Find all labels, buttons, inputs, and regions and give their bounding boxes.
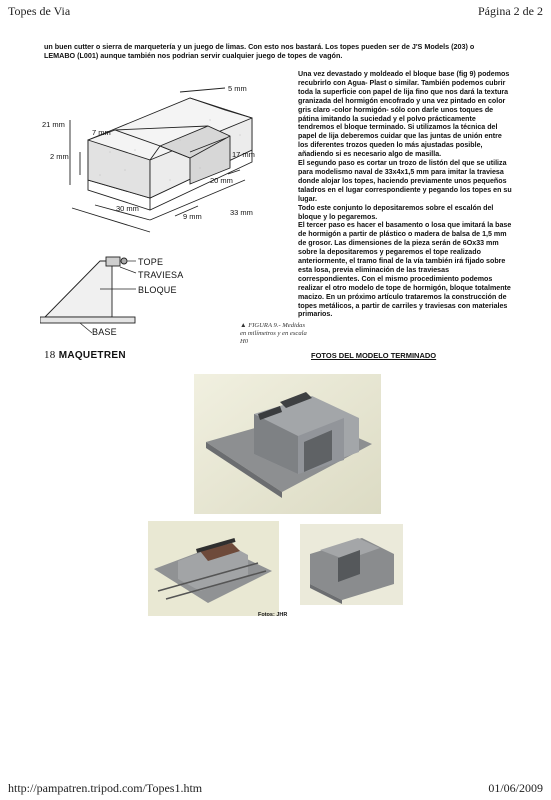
figure-caption: ▲ FIGURA 9.- Medidas en milímetros y en escala H0 bbox=[240, 322, 307, 345]
magazine-footer bbox=[44, 349, 126, 361]
photo-image bbox=[300, 524, 403, 605]
label-base: BASE bbox=[92, 327, 117, 337]
paragraph-3: Todo este conjunto lo depositaremos sobre el escalón del bloque y lo pegaremos. bbox=[298, 203, 494, 221]
dimension-30mm: 30 mm bbox=[116, 204, 139, 213]
photos-title: FOTOS DEL MODELO TERMINADO bbox=[311, 351, 437, 360]
label-traviesa: TRAVIESA bbox=[138, 270, 184, 280]
dimension-7mm: 7 mm bbox=[92, 128, 111, 137]
intro-paragraph: un buen cutter o sierra de marquetería y un juego de limas. Con esto nos bastará. Los topes pueden ser de J'S Models (203) o LEMABO (L001) aunque también nos podrian servir cualquier juego de topes de vagón. bbox=[44, 42, 475, 60]
profile-drawing bbox=[40, 255, 240, 345]
dimension-20mm: 20 mm bbox=[210, 176, 233, 185]
paragraph-2: El segundo paso es cortar un trozo de listón del que se utiliza para modelismo naval de 33x4x1,5 mm para imitar la traviesa donde alojar los topes, haciendo previamente unos pequeños taladros en el lugar correspondiente y pegando los topes en su lugar. bbox=[298, 159, 512, 203]
paragraph-4: El tercer paso es hacer el basamento o losa que imitará la base de hormigón a partir de plástico o madera de balsa de 1,5 mm de grosor. Las dimensiones de la pieza serán de 6Ox33 mm sobre la depositaremos y pegaremos el tope realizado anteriormente, el tramo final de la vía también irá fijado sobre esta losa, previa eliminación de las traviesas correspondientes. Con el mismo procedimiento podemos realizar el otro modelo de tope de hormigón, bloque totalmente macizo. En un próximo artículo trataremos la construcción de topes metálicos, a partir de carriles y traviesas con materiales primarios. bbox=[298, 221, 512, 319]
page-footer-url: http://pampatren.tripod.com/Topes1.htm bbox=[8, 781, 203, 795]
label-tope: TOPE bbox=[138, 257, 164, 267]
photo-finished-model-front bbox=[194, 374, 381, 514]
dimension-17mm: 17 mm bbox=[232, 150, 255, 159]
photo-image bbox=[148, 521, 279, 616]
dimension-5mm: 5 mm bbox=[228, 84, 247, 93]
photo-image bbox=[194, 374, 381, 514]
isometric-block-drawing bbox=[40, 80, 295, 270]
dimension-9mm: 9 mm bbox=[183, 212, 202, 221]
magazine-page-number: 18 bbox=[44, 349, 56, 361]
article-column bbox=[298, 70, 512, 319]
page-header-pagination: Página 2 de 2 bbox=[478, 4, 543, 18]
photo-credit: Fotos: JHR bbox=[258, 612, 288, 618]
paragraph-1: Una vez devastado y moldeado el bloque base (fig 9) podemos recubrirlo con Agua- Plast o similar. También podemos cubrir toda la superficie con papel de lija fino que nos dará la textura granizada del hormigón encofrado y una vez pintado en color gris claro -color hormigón- sólo con darle unos toques de pátina imitando la suciedad y el polvo prácticamente tendremos el bloque terminado. Si utilizamos la técnica del papel de lija deberemos cuidar que las juntas de unión entre los diferentes trozos queden lo más ajustadas posible, añadiendo si es necesario algo de masilla. bbox=[298, 70, 510, 159]
caption-arrow-icon: ▲ bbox=[240, 322, 249, 329]
dimension-33mm: 33 mm bbox=[230, 208, 253, 217]
label-bloque: BLOQUE bbox=[138, 285, 177, 295]
page-header-title: Topes de Via bbox=[8, 4, 71, 18]
photo-finished-model-track bbox=[148, 521, 279, 616]
page-footer-date: 01/06/2009 bbox=[488, 781, 543, 795]
magazine-name: MAQUETREN bbox=[58, 350, 126, 361]
photo-finished-model-side bbox=[300, 524, 403, 605]
profile-figure bbox=[40, 255, 240, 345]
dimension-21mm: 21 mm bbox=[42, 120, 65, 129]
dimension-figure bbox=[40, 80, 295, 270]
dimension-2mm: 2 mm bbox=[50, 152, 69, 161]
